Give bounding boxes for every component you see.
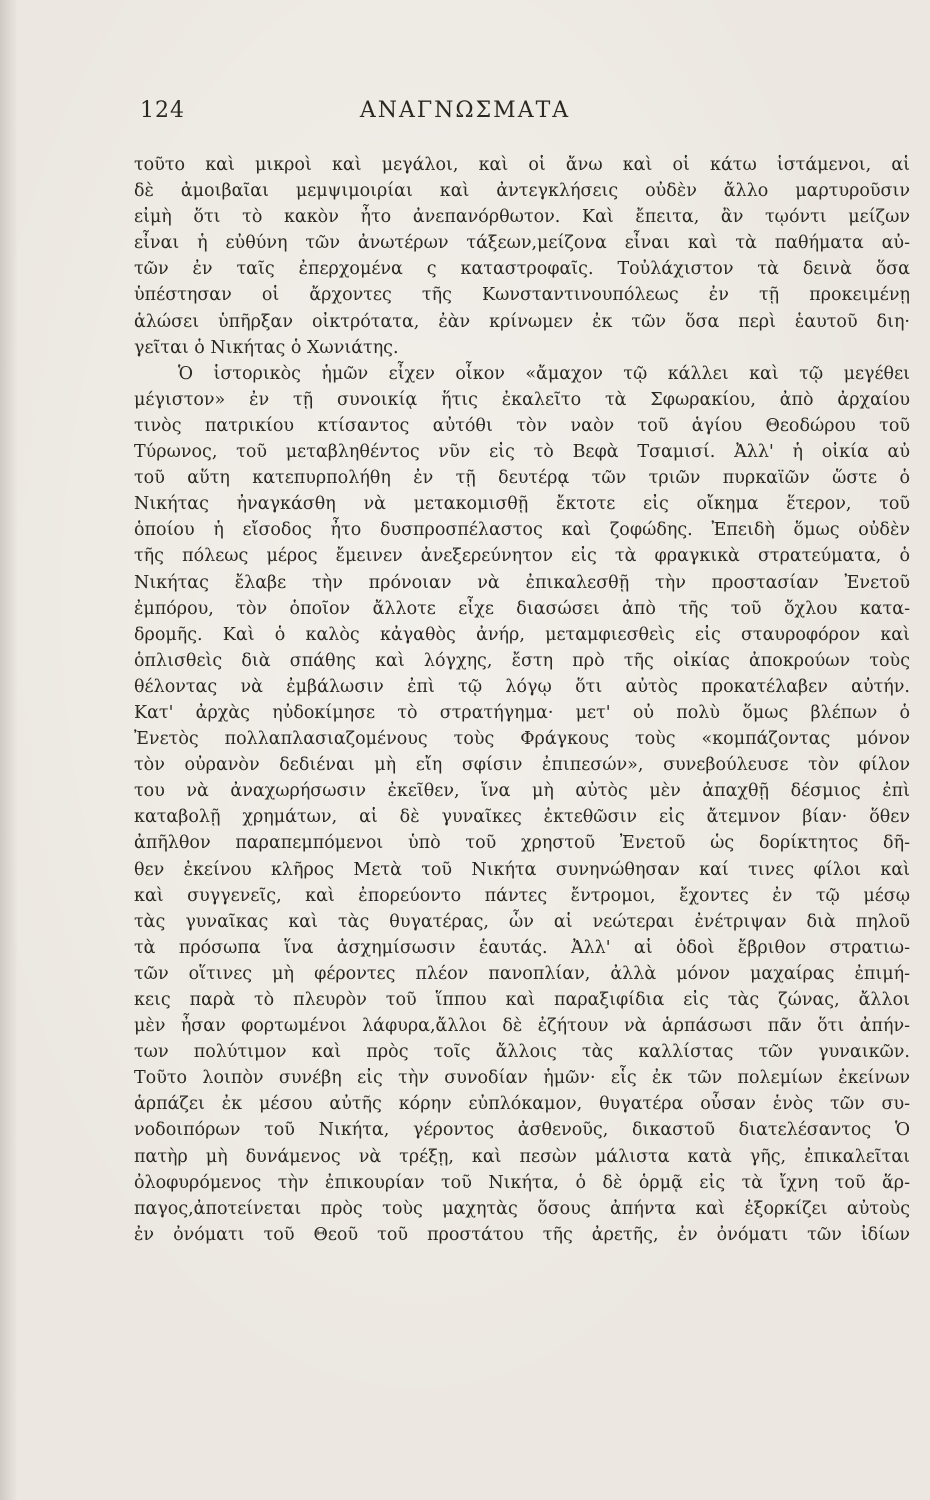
text-line: τὸν οὐρανὸν δεδιέναι μὴ εἴη σφίσιν ἐπιπεσών», συνεβούλευσε τὸν φίλον [134, 755, 910, 776]
text-line: κεις παρὰ τὸ πλευρὸν τοῦ ἵππου καὶ παραξιφίδια εἰς τὰς ζώνας, ἄλλοι [134, 990, 910, 1010]
text-line: νοδοιπόρων τοῦ Νικήτα, γέροντος ἀσθενοῦς, δικαστοῦ διατελέσαντος Ὁ [134, 1120, 910, 1141]
text-line: ἁλώσει ὑπῆρξαν οἰκτρότατα, ἐὰν κρίνωμεν ἐκ τῶν ὅσα περὶ ἑαυτοῦ διη· [134, 311, 910, 332]
text-line: παγος,ἀποτείνεται πρὸς τοὺς μαχητὰς ὅσους ἀπήντα καὶ ἐξορκίζει αὐτοὺς [134, 1198, 910, 1219]
text-line: ἐν ὀνόματι τοῦ Θεοῦ τοῦ προστάτου τῆς ἀρετῆς, ἐν ὀνόματι τῶν ἰδίων [134, 1224, 910, 1245]
text-line: καὶ συγγενεῖς, καὶ ἐπορεύοντο πάντες ἔντρομοι, ἔχοντες ἐν τῷ μέσῳ [134, 885, 910, 906]
text-line: δρομῆς. Καὶ ὁ καλὸς κἀγαθὸς ἀνήρ, μεταμφιεσθεὶς εἰς σταυροφόρον καὶ [134, 624, 910, 645]
text-line: τινὸς πατρικίου κτίσαντος αὐτόθι τὸν ναὸν τοῦ ἁγίου Θεοδώρου τοῦ [134, 415, 910, 436]
text-line: τοῦτο καὶ μικροὶ καὶ μεγάλοι, καὶ οἱ ἄνω καὶ οἱ κάτω ἱστάμενοι, αἱ [134, 155, 910, 175]
body-text [134, 152, 910, 1248]
text-line: θέλοντας νὰ ἐμβάλωσιν ἐπὶ τῷ λόγῳ ὅτι αὐτὸς προκατέλαβεν αὐτήν. [134, 676, 910, 697]
text-line: ὁπλισθεὶς διὰ σπάθης καὶ λόγχης, ἔστη πρὸ τῆς οἰκίας ἀποκρούων τοὺς [134, 650, 910, 671]
text-line: τῆς πόλεως μέρος ἔμεινεν ἀνεξερεύνητον εἰς τὰ φραγκικὰ στρατεύματα, ὁ [134, 546, 910, 567]
page-number: 124 [140, 98, 185, 123]
text-line: Τύρωνος, τοῦ μεταβληθέντος νῦν εἰς τὸ Βεφὰ Τσαμισί. Ἀλλ' ἡ οἰκία αὐ [134, 442, 910, 463]
text-line: μέγιστον» ἐν τῇ συνοικίᾳ ἥτις ἐκαλεῖτο τὰ Σφωρακίου, ἀπὸ ἀρχαίου [134, 389, 910, 410]
text-line: δὲ ἀμοιβαῖαι μεμψιμοιρίαι καὶ ἀντεγκλήσεις οὐδὲν ἄλλο μαρτυροῦσιν [134, 181, 910, 202]
text-line: ὀλοφυρόμενος τὴν ἐπικουρίαν τοῦ Νικήτα, ὁ δὲ ὁρμᾷ εἰς τὰ ἴχνη τοῦ ἅρ- [134, 1172, 910, 1193]
text-line: Τοῦτο λοιπὸν συνέβη εἰς τὴν συνοδίαν ἡμῶν· εἷς ἐκ τῶν πολεμίων ἐκείνων [134, 1068, 910, 1089]
page-edge-shadow [0, 0, 18, 1500]
text-line: τοῦ αὕτη κατεπυρπολήθη ἐν τῇ δευτέρᾳ τῶν τριῶν πυρκαϊῶν ὥστε ὁ [134, 468, 910, 489]
text-line: των πολύτιμον καὶ πρὸς τοῖς ἄλλοις τὰς καλλίστας τῶν γυναικῶν. [134, 1042, 910, 1063]
text-line: ἀπῆλθον παραπεμπόμενοι ὑπὸ τοῦ χρηστοῦ Ἐνετοῦ ὡς δορίκτητος δῆ- [134, 833, 910, 854]
text-line: ἁρπάζει ἐκ μέσου αὐτῆς κόρην εὐπλόκαμον, θυγατέρα οὖσαν ἑνὸς τῶν συ- [134, 1094, 910, 1115]
text-line: Κατ' ἀρχὰς ηὐδοκίμησε τὸ στρατήγημα· μετ' οὐ πολὺ ὅμως βλέπων ὁ [134, 702, 910, 723]
text-line: ὁποίου ἡ εἴσοδος ἦτο δυσπροσπέλαστος καὶ ζοφώδης. Ἐπειδὴ ὅμως οὐδὲν [134, 520, 910, 541]
text-line: Νικήτας ἔλαβε τὴν πρόνοιαν νὰ ἐπικαλεσθῇ τὴν προστασίαν Ἐνετοῦ [134, 572, 910, 593]
text-line: πατὴρ μὴ δυνάμενος νὰ τρέξῃ, καὶ πεσὼν μάλιστα κατὰ γῆς, ἐπικαλεῖται [134, 1146, 910, 1167]
text-line: του νὰ ἀναχωρήσωσιν ἐκεῖθεν, ἵνα μὴ αὐτὸς μὲν ἀπαχθῇ δέσμιος ἐπὶ [134, 781, 910, 802]
text-line: εἶναι ἡ εὐθύνη τῶν ἀνωτέρων τάξεων,μείζονα εἶναι καὶ τὰ παθήματα αὐ- [134, 233, 910, 254]
text-line: τὰ πρόσωπα ἵνα ἀσχημίσωσιν ἑαυτάς. Ἀλλ' αἱ ὁδοὶ ἔβριθον στρατιω- [134, 937, 910, 958]
paragraph-start-line: Ὁ ἱστορικὸς ἡμῶν εἶχεν οἶκον «ἄμαχον τῷ κάλλει καὶ τῷ μεγέθει [178, 363, 910, 384]
text-line: ἐμπόρου, τὸν ὁποῖον ἄλλοτε εἶχε διασώσει ἀπὸ τῆς τοῦ ὄχλου κατα- [134, 598, 910, 619]
text-line: τῶν οἵτινες μὴ φέροντες πλέον πανοπλίαν, ἀλλὰ μόνον μαχαίρας ἐπιμή- [134, 963, 910, 984]
text-line: τῶν ἐν ταῖς ἐπερχομένα ς καταστροφαῖς. Τοὐλάχιστον τὰ δεινὰ ὅσα [134, 259, 910, 280]
text-line: εἰμὴ ὅτι τὸ κακὸν ἦτο ἀνεπανόρθωτον. Καὶ ἔπειτα, ἂν τῳόντι μείζων [134, 207, 910, 228]
page-header [0, 96, 930, 136]
text-line: ὑπέστησαν οἱ ἄρχοντες τῆς Κωνσταντινουπόλεως ἐν τῇ προκειμένῃ [134, 285, 910, 306]
text-line: Νικήτας ἠναγκάσθη νὰ μετακομισθῇ ἔκτοτε εἰς οἴκημα ἕτερον, τοῦ [134, 494, 910, 515]
text-line: Ἐνετὸς πολλαπλασιαζομένους τοὺς Φράγκους τοὺς «κομπάζοντας μόνον [134, 729, 910, 750]
text-line: τὰς γυναῖκας καὶ τὰς θυγατέρας, ὧν αἱ νεώτεραι ἐνέτριψαν διὰ πηλοῦ [134, 911, 910, 932]
text-line: μὲν ἦσαν φορτωμένοι λάφυρα,ἄλλοι δὲ ἐζήτουν νὰ ἁρπάσωσι πᾶν ὅτι ἀπήν- [134, 1016, 910, 1037]
running-title: ΑΝΑΓΝΩΣΜΑΤΑ [359, 98, 571, 123]
text-line: γεῖται ὁ Νικήτας ὁ Χωνιάτης. [134, 337, 399, 358]
text-line: θεν ἐκείνου κλῆρος Μετὰ τοῦ Νικήτα συνηνώθησαν καί τινες φίλοι καὶ [134, 859, 910, 880]
text-line: καταβολῇ χρημάτων, αἱ δὲ γυναῖκες ἐκτεθῶσιν εἰς ἄτεμνον βίαν· ὅθεν [134, 807, 910, 828]
